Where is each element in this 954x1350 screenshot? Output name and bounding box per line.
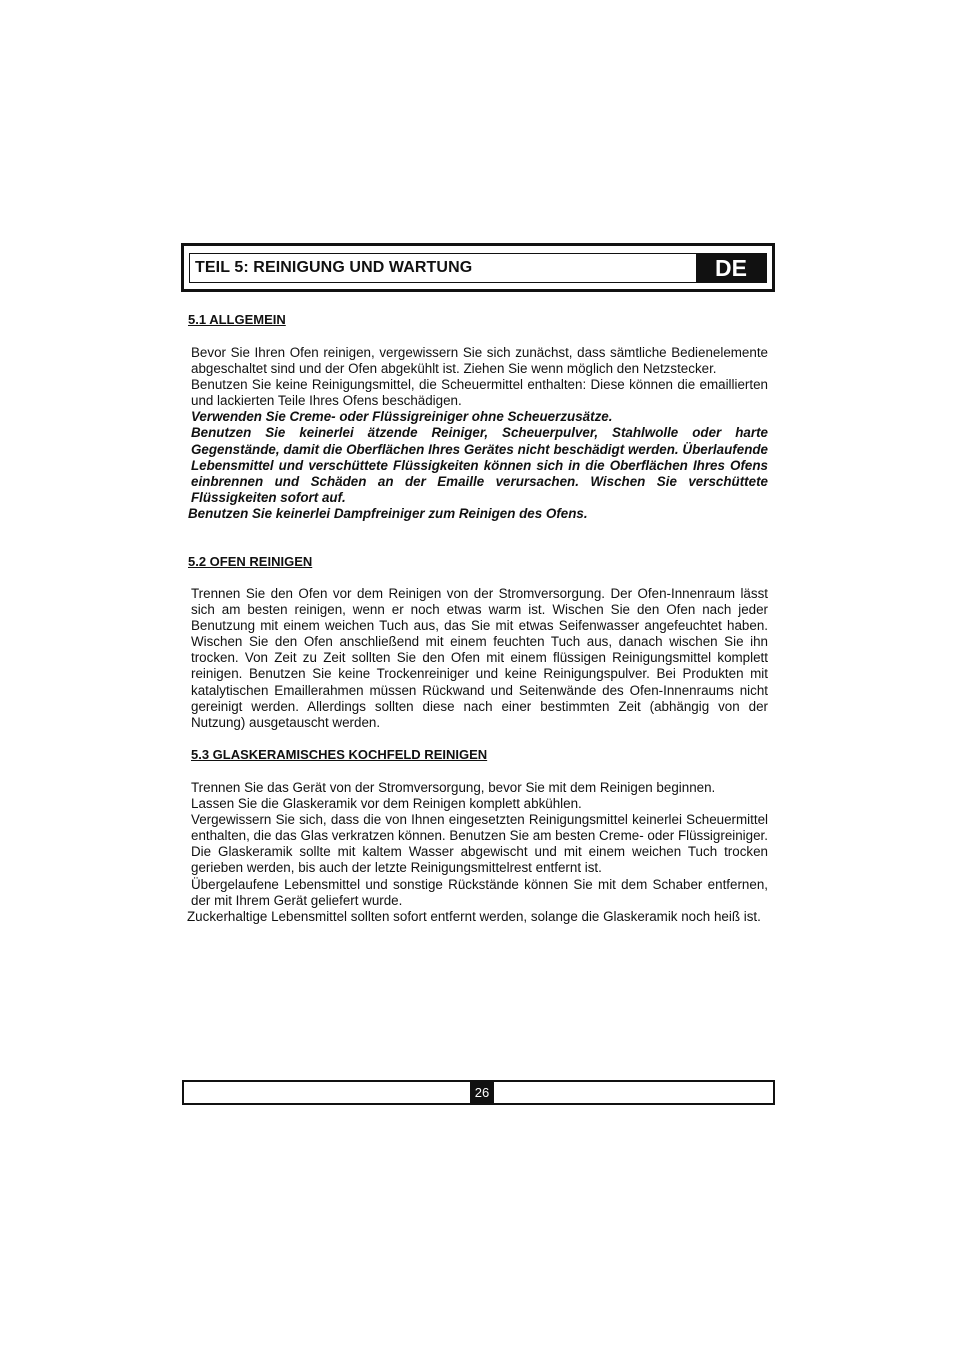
page-footer (182, 1080, 775, 1105)
paragraph: Lassen Sie die Glaskeramik vor dem Reinigen komplett abkühlen. (191, 796, 582, 812)
paragraph-emphasis: Benutzen Sie keinerlei ätzende Reiniger, Scheuerpulver, Stahlwolle oder harte Gegenstände, damit die Oberflächen Ihres Gerätes nicht beschädigt werden. Überlaufende Lebensmittel und verschüttete Flüssigkeiten können sich in die Oberflächen Ihres Ofens einbrennen und Schäden an der Emaille verursachen. Wischen Sie verschüttete Flüssigkeiten sofort auf. (191, 425, 768, 505)
header-inner-frame (189, 253, 767, 283)
paragraph-emphasis: Benutzen Sie keinerlei Dampfreiniger zum Reinigen des Ofens. (188, 505, 588, 521)
section-body-allgemein (188, 345, 768, 522)
paragraph: Vergewissern Sie sich, dass die von Ihnen eingesetzten Reinigungsmittel keinerlei Scheuermittel enthalten, die das Glas verkratzen können. Benutzen Sie am besten Creme- oder Flüssigreiniger. Die Glaskeramik sollte mit kaltem Wasser abgewischt und mit einem weichen Tuch trocken gerieben werden, bis auch der letzte Reinigungsmittelrest entfernt ist. (191, 812, 768, 876)
section-body-kochfeld-reinigen (187, 780, 768, 925)
paragraph: Trennen Sie den Ofen vor dem Reinigen von der Stromversorgung. Der Ofen-Innenraum lässt sich am besten reinigen, wenn er noch etwas warm ist. Wischen Sie den Ofen nach jeder Benutzung mit einem weichen Tuch aus, das Sie mit etwas Seifenwasser angefeuchtet haben. Wischen Sie den Ofen anschließend mit einem feuchten Tuch aus, danach wischen Sie ihn trocken. Von Zeit zu Zeit sollten Sie den Ofen mit einem flüssigen Reinigungsmittel komplett reinigen. Benutzen Sie keine Trockenreiniger und keine Reinigungspulver. Bei Produkten mit katalytischen Emaillerahmen müssen Rückwand und Seitenwände des Ofen-Innenraums nicht gereinigt werden. Allerdings sollten diese nach einer bestimmten Zeit (abhängig von der Nutzung) ausgetauscht werden. (191, 586, 768, 730)
page-title: TEIL 5: REINIGUNG UND WARTUNG (195, 259, 473, 276)
section-heading-ofen-reinigen: 5.2 OFEN REINIGEN (188, 554, 313, 569)
section-body-ofen-reinigen (191, 586, 768, 731)
language-badge: DE (696, 254, 766, 282)
paragraph: Übergelaufene Lebensmittel und sonstige Rückstände können Sie mit dem Schaber entfernen, der mit Ihrem Gerät geliefert wurde. (191, 876, 768, 908)
section-heading-kochfeld-reinigen: 5.3 GLASKERAMISCHES KOCHFELD REINIGEN (191, 747, 488, 762)
section-heading-allgemein: 5.1 ALLGEMEIN (188, 312, 286, 327)
paragraph-emphasis: Verwenden Sie Creme- oder Flüssigreiniger ohne Scheuerzusätze. (191, 409, 613, 425)
paragraph: Zuckerhaltige Lebensmittel sollten sofort entfernt werden, solange die Glaskeramik noch heiß ist. (187, 908, 761, 924)
paragraph: Trennen Sie das Gerät von der Stromversorgung, bevor Sie mit dem Reinigen beginnen. (191, 780, 716, 795)
section-header (181, 243, 775, 292)
page-number: 26 (470, 1082, 494, 1103)
paragraph: Bevor Sie Ihren Ofen reinigen, vergewissern Sie sich zunächst, dass sämtliche Bedienelemente abgeschaltet sind und der Ofen abgekühlt ist. Ziehen Sie wenn möglich den Netzstecker. (191, 345, 768, 377)
paragraph: Benutzen Sie keine Reinigungsmittel, die Scheuermittel enthalten: Diese können die emaillierten und lackierten Teile Ihres Ofens beschädigen. (191, 377, 768, 409)
